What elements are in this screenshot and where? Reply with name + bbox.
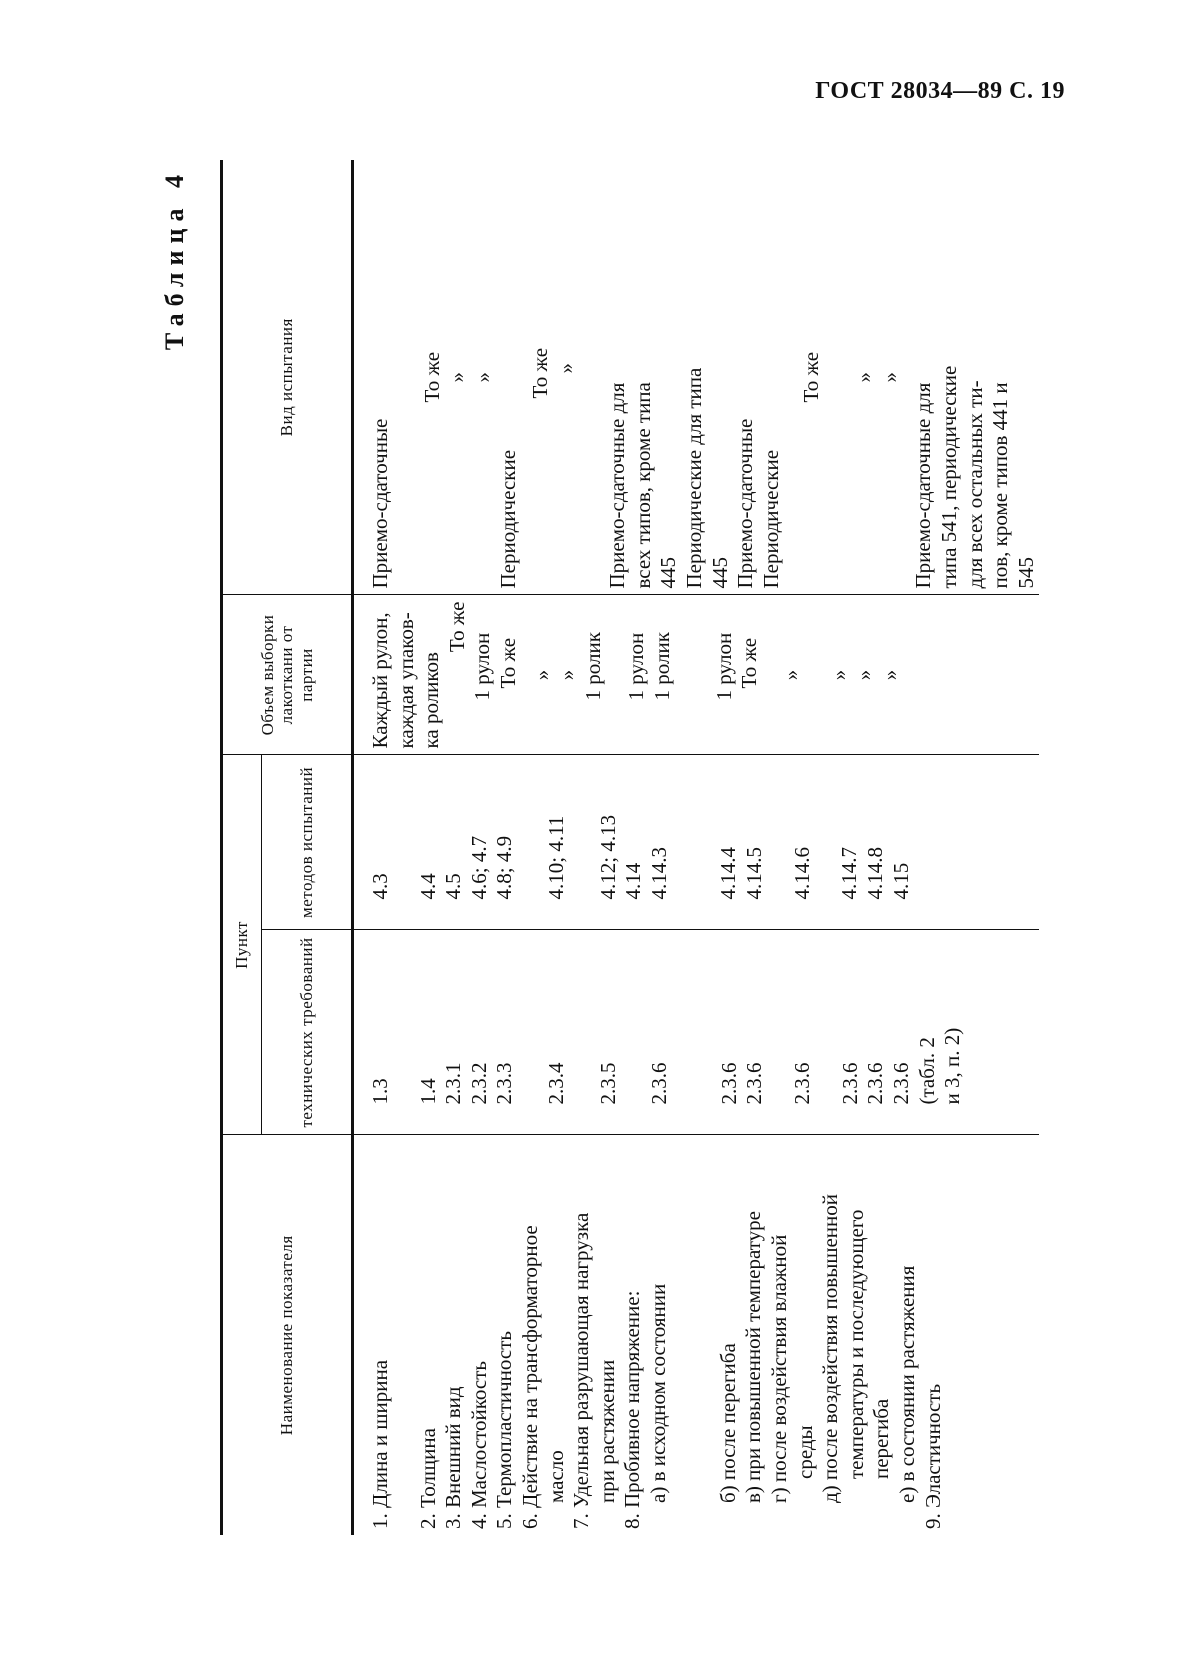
volume-line: » [877, 669, 902, 681]
method-line: 4.15 [888, 862, 913, 900]
kind-line: То же [528, 347, 553, 399]
volume-line: То же [737, 637, 762, 689]
method-line: 4.6; 4.7 [466, 835, 491, 900]
kind-line: типа 541, периодические [936, 365, 961, 589]
tech-line: (табл. 2 [914, 1037, 939, 1105]
tech-line: 2.3.6 [888, 1062, 913, 1105]
name-line: 7. Удельная разрушающая нагрузка [569, 1212, 594, 1529]
name-line: в) при повышенной температуре [741, 1211, 766, 1503]
volume-line: Каждый рулон, [368, 612, 392, 749]
tech-line: 2.3.4 [544, 1062, 569, 1105]
tech-line: 2.3.1 [441, 1062, 466, 1105]
rotated-table-block [160, 160, 1065, 1535]
volume-line: 1 рулон [470, 632, 495, 701]
volume-line: каждая упаков- [393, 612, 418, 749]
kind-line: Периодические [496, 449, 521, 589]
volume-line: » [555, 669, 580, 681]
volume-line: » [852, 669, 877, 681]
tech-line: и 3, п. 2) [940, 1027, 965, 1105]
name-line: 4. Маслостойкость [466, 1360, 491, 1529]
name-line: е) в состоянии растяжения [894, 1265, 919, 1503]
kind-line: Периодические [758, 449, 783, 589]
volume-line: ка роликов [419, 652, 444, 749]
name-line: при растяжении [594, 1359, 619, 1503]
col-header-methods: методов испытаний [262, 755, 353, 930]
name-line: 2. Толщина [415, 1428, 440, 1529]
volume-line: 1 ролик [650, 632, 675, 701]
kind-line: » [877, 372, 902, 383]
tech-line: 2.3.3 [492, 1062, 517, 1105]
name-line: б) после перегиба [715, 1343, 740, 1503]
page-header: ГОСТ 28034—89 С. 19 [815, 78, 1065, 104]
tech-line: 1.3 [368, 1078, 392, 1105]
name-line: 9. Эластичность [920, 1383, 945, 1529]
method-line: 4.14.5 [742, 847, 767, 900]
tech-line: 2.3.6 [742, 1062, 767, 1105]
volume-line: 1 ролик [580, 632, 605, 701]
name-line: масло [543, 1450, 568, 1503]
method-line: 4.14.3 [646, 847, 671, 900]
name-column [353, 1135, 1040, 1535]
name-line: 5. Термопластичность [492, 1331, 517, 1529]
volume-line: 1 рулон [624, 632, 649, 701]
tech-column [353, 930, 1040, 1135]
method-line: 4.8; 4.9 [492, 835, 517, 900]
method-line: 4.14.6 [789, 847, 814, 900]
kind-line: 445 [707, 557, 732, 589]
tech-line: 2.3.6 [790, 1062, 815, 1105]
method-line: 4.10; 4.11 [544, 815, 569, 900]
kind-line: для всех остальных ти- [962, 380, 987, 589]
table-caption: Таблица 4 [160, 168, 189, 351]
method-line: 4.3 [368, 873, 392, 900]
tech-line: 2.3.6 [863, 1062, 888, 1105]
name-line: г) после воздействия влажной [766, 1234, 791, 1503]
kind-line: То же [419, 351, 444, 403]
name-line: среды [792, 1425, 817, 1479]
method-line: 4.14.8 [862, 847, 887, 900]
name-line: 3. Внешний вид [441, 1386, 466, 1529]
kind-line: » [852, 372, 877, 383]
name-line: 8. Пробивное напряжение: [620, 1290, 645, 1529]
tech-line: 2.3.6 [837, 1062, 862, 1105]
kind-line: То же [798, 351, 823, 403]
method-line: 4.14.4 [716, 847, 741, 900]
kind-line: 445 [656, 557, 681, 589]
method-line: 4.14.7 [837, 847, 862, 900]
kind-line: » [445, 372, 470, 383]
tech-line: 2.3.5 [595, 1062, 620, 1105]
kind-line: Приемо-сдаточные для [911, 382, 936, 589]
kind-line: » [470, 372, 495, 383]
col-header-punkt: Пункт [222, 755, 262, 1135]
kind-line: 545 [1013, 557, 1038, 589]
volume-line: » [778, 669, 803, 681]
kind-line: » [553, 363, 578, 374]
col-header-name: Наименование показателя [222, 1135, 353, 1535]
method-line: 4.4 [415, 873, 440, 900]
volume-line: 1 рулон [711, 632, 736, 701]
volume-line: » [826, 669, 851, 681]
kind-line: Периодические для типа [682, 367, 707, 589]
tech-line: 2.3.6 [716, 1062, 741, 1105]
tech-line: 2.3.6 [647, 1062, 672, 1105]
kind-line: всех типов, кроме типа [630, 382, 655, 589]
kind-line: Приемо-сдаточные [733, 418, 758, 589]
name-line: 1. Длина и ширина [368, 1359, 392, 1529]
kind-line: Приемо-сдаточные для [605, 382, 630, 589]
name-line: 6. Действие на трансформаторное [518, 1225, 543, 1529]
col-header-kind: Вид испытания [222, 160, 353, 595]
kind-column [353, 160, 1040, 595]
name-line: а) в исходном состоянии [646, 1283, 671, 1503]
name-line: перегиба [869, 1398, 894, 1479]
method-line: 4.5 [441, 873, 466, 900]
tech-line: 2.3.2 [466, 1062, 491, 1105]
table-4 [220, 160, 1039, 1535]
volume-line: » [529, 669, 554, 681]
kind-line: Приемо-сдаточные [368, 418, 392, 589]
col-header-volume: Объем выборки лакоткани от партии [222, 595, 353, 755]
method-line: 4.14 [621, 862, 646, 900]
name-line: д) после воздействия повышенной [818, 1193, 843, 1503]
name-line: температуры и последующего [843, 1209, 868, 1479]
method-line: 4.12; 4.13 [595, 814, 620, 900]
col-header-tech: технических требований [262, 930, 353, 1135]
kind-line: пов, кроме типов 441 и [988, 382, 1013, 589]
volume-column [353, 595, 1040, 755]
tech-line: 1.4 [415, 1078, 440, 1105]
volume-line: То же [496, 637, 521, 689]
volume-line: То же [444, 601, 469, 653]
methods-column [353, 755, 1040, 930]
